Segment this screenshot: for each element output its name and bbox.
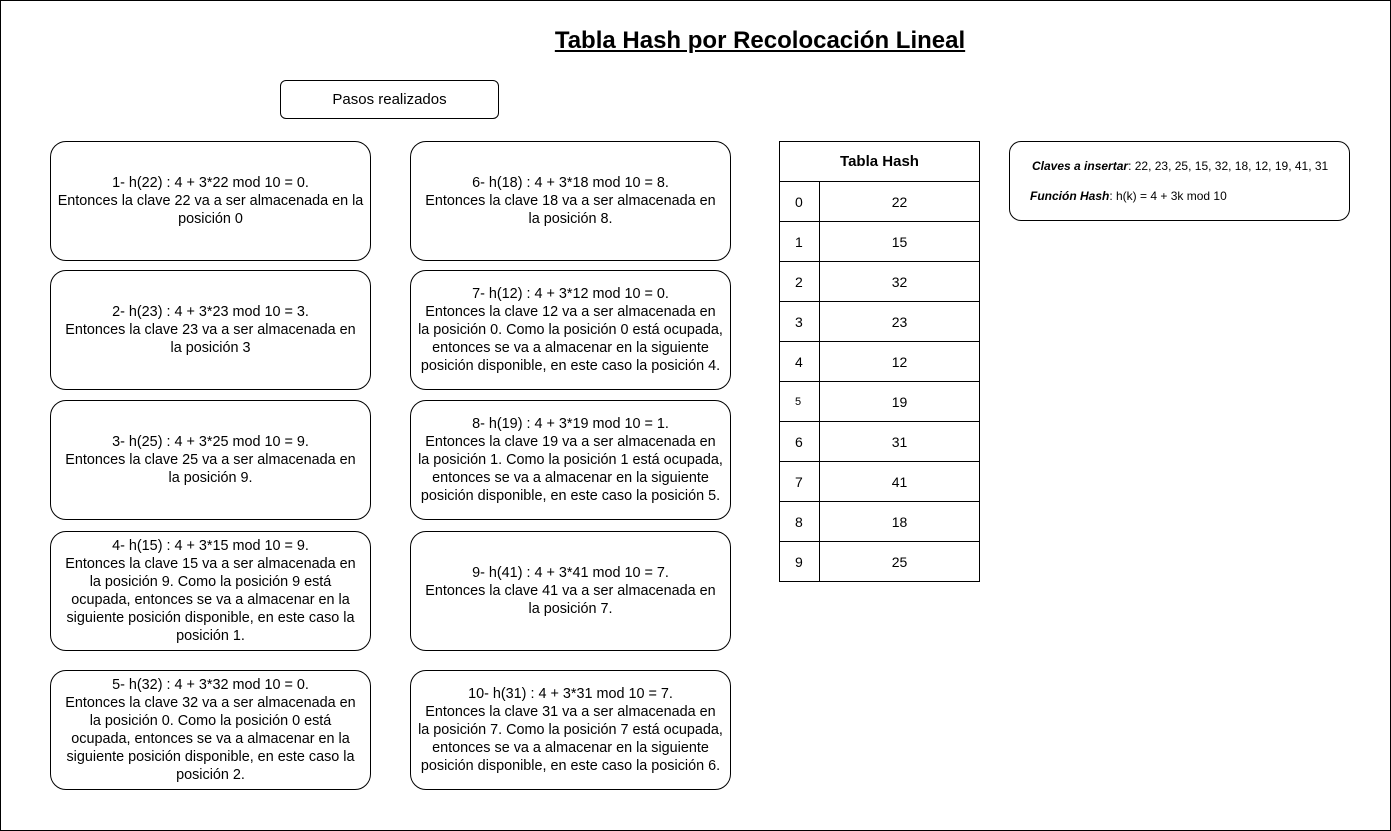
step-line: 2- h(23) : 4 + 3*23 mod 10 = 3. — [112, 304, 309, 320]
hash-table-header: Tabla Hash — [780, 142, 979, 182]
step-line: Entonces la clave 31 va a ser almacenada en — [425, 704, 716, 720]
step-line: la posición 9. Como la posición 9 está — [89, 574, 332, 590]
step-line: 10- h(31) : 4 + 3*31 mod 10 = 7. — [468, 686, 673, 702]
step-line: posición disponible, en este caso la posición 4. — [420, 358, 721, 374]
step-line: ocupada, entonces se va a almacenar en la — [71, 592, 350, 608]
step-line: la posición 7. Como la posición 7 está ocupada, — [418, 722, 723, 738]
hash-table-row — [780, 382, 979, 422]
page-title: Tabla Hash por Recolocación Lineal — [554, 27, 966, 54]
hash-value: 15 — [891, 233, 908, 250]
step-line: Entonces la clave 41 va a ser almacenada en — [425, 583, 716, 599]
step-line: 4- h(15) : 4 + 3*15 mod 10 = 9. — [112, 538, 309, 554]
hash-value: 31 — [891, 433, 908, 450]
hash-index: 4 — [780, 342, 820, 381]
hash-table-row — [780, 542, 979, 581]
hash-index: 3 — [780, 302, 820, 341]
hash-table-row — [780, 222, 979, 262]
step-line: posición disponible, en este caso la posición 6. — [420, 758, 721, 774]
info-box — [1009, 141, 1350, 221]
hash-index: 2 — [780, 262, 820, 301]
function-value: : h(k) = 4 + 3k mod 10 — [1109, 189, 1227, 203]
step-line: Entonces la clave 19 va a ser almacenada en — [425, 434, 716, 450]
hash-table-row — [780, 302, 979, 342]
hash-index: 0 — [780, 182, 820, 221]
step-line: posición 1. — [176, 628, 245, 644]
hash-index: 1 — [780, 222, 820, 261]
pasos-realizados-label: Pasos realizados — [280, 80, 499, 119]
step-box-8 — [410, 400, 731, 520]
hash-index: 9 — [780, 542, 820, 581]
step-line: Entonces la clave 25 va a ser almacenada en — [65, 452, 356, 468]
keys-value: : 22, 23, 25, 15, 32, 18, 12, 19, 41, 31 — [1128, 159, 1329, 173]
hash-value: 12 — [891, 353, 908, 370]
step-box-2 — [50, 270, 371, 390]
hash-table-row — [780, 342, 979, 382]
hash-value: 22 — [891, 193, 908, 210]
step-box-4 — [50, 531, 371, 651]
step-box-6 — [410, 141, 731, 261]
step-line: entonces se va a almacenar en la siguiente — [432, 340, 709, 356]
step-box-10 — [410, 670, 731, 790]
step-line: la posición 7. — [528, 601, 613, 617]
step-line: Entonces la clave 18 va a ser almacenada en — [425, 193, 716, 209]
step-box-5 — [50, 670, 371, 790]
hash-value: 32 — [891, 273, 908, 290]
step-line: Entonces la clave 23 va a ser almacenada en — [65, 322, 356, 338]
hash-index: 8 — [780, 502, 820, 541]
hash-table-row — [780, 182, 979, 222]
step-line: posición 0 — [178, 211, 243, 227]
hash-table-row — [780, 262, 979, 302]
step-line: ocupada, entonces se va a almacenar en la — [71, 731, 350, 747]
hash-table-row — [780, 502, 979, 542]
step-box-7 — [410, 270, 731, 390]
hash-index: 5 — [780, 382, 820, 421]
step-line: la posición 8. — [528, 211, 613, 227]
step-line: Entonces la clave 22 va a ser almacenada en la — [57, 193, 364, 209]
step-line: entonces se va a almacenar en la siguiente — [432, 470, 709, 486]
step-box-3 — [50, 400, 371, 520]
step-line: Entonces la clave 12 va a ser almacenada en — [425, 304, 716, 320]
step-line: la posición 9. — [168, 470, 253, 486]
hash-value: 25 — [891, 553, 908, 570]
keys-label: Claves a insertar — [1032, 159, 1129, 173]
function-label: Función Hash — [1030, 189, 1110, 203]
step-box-1 — [50, 141, 371, 261]
step-line: Entonces la clave 15 va a ser almacenada en — [65, 556, 356, 572]
keys-line — [1032, 159, 1328, 173]
step-line: 8- h(19) : 4 + 3*19 mod 10 = 1. — [472, 416, 669, 432]
step-box-9 — [410, 531, 731, 651]
step-line: la posición 0. Como la posición 0 está ocupada, — [418, 322, 723, 338]
step-line: siguiente posición disponible, en este caso la — [66, 749, 355, 765]
step-line: posición 2. — [176, 767, 245, 783]
function-line — [1030, 189, 1227, 203]
hash-table-row — [780, 462, 979, 502]
hash-index: 7 — [780, 462, 820, 501]
hash-value: 41 — [891, 473, 908, 490]
step-line: la posición 3 — [170, 340, 251, 356]
step-line: 1- h(22) : 4 + 3*22 mod 10 = 0. — [112, 175, 309, 191]
step-line: la posición 1. Como la posición 1 está ocupada, — [418, 452, 723, 468]
step-line: 5- h(32) : 4 + 3*32 mod 10 = 0. — [112, 677, 309, 693]
hash-value: 23 — [891, 313, 908, 330]
hash-table-row — [780, 422, 979, 462]
step-line: entonces se va a almacenar en la siguiente — [432, 740, 709, 756]
step-line: posición disponible, en este caso la posición 5. — [420, 488, 721, 504]
step-line: la posición 0. Como la posición 0 está — [89, 713, 332, 729]
step-line: 6- h(18) : 4 + 3*18 mod 10 = 8. — [472, 175, 669, 191]
hash-value: 19 — [891, 393, 908, 410]
step-line: 3- h(25) : 4 + 3*25 mod 10 = 9. — [112, 434, 309, 450]
step-line: siguiente posición disponible, en este caso la — [66, 610, 355, 626]
hash-value: 18 — [891, 513, 908, 530]
step-line: Entonces la clave 32 va a ser almacenada en — [65, 695, 356, 711]
hash-index: 6 — [780, 422, 820, 461]
hash-table — [779, 141, 980, 582]
step-line: 9- h(41) : 4 + 3*41 mod 10 = 7. — [472, 565, 669, 581]
step-line: 7- h(12) : 4 + 3*12 mod 10 = 0. — [472, 286, 669, 302]
